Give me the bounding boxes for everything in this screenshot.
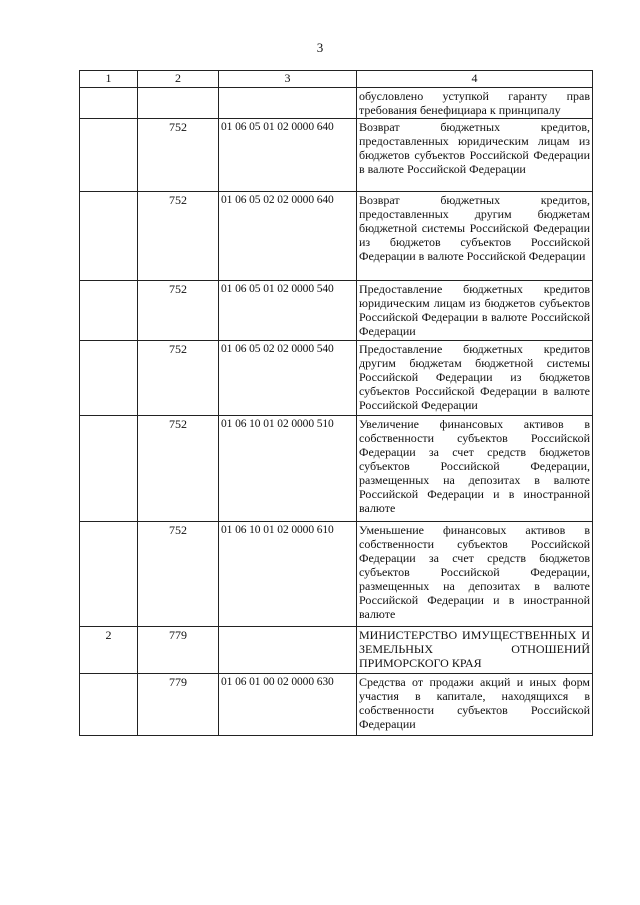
table-header-row: [80, 71, 593, 88]
source-name: Уменьшение финансовых активов в собственности субъектов Российской Федерации за счет средств бюджетов субъектов Российской Федерации, размещенных на депозитах в валюте Российской Федерации и в иностранной валюте: [357, 522, 593, 627]
row-number: [80, 88, 138, 119]
classification-code: 01 06 05 02 02 0000 540: [219, 341, 357, 416]
classification-code: 01 06 05 01 02 0000 540: [219, 281, 357, 341]
administrator-code: 779: [138, 674, 219, 736]
row-number: [80, 674, 138, 736]
row-number: [80, 341, 138, 416]
row-number: [80, 522, 138, 627]
classification-code: 01 06 05 01 02 0000 640: [219, 119, 357, 192]
column-header-3: 3: [219, 71, 357, 88]
table-row: [80, 88, 593, 119]
source-name: Увеличение финансовых активов в собственности субъектов Российской Федерации за счет средств бюджетов субъектов Российской Федерации, размещенных на депозитах в валюте Российской Федерации и в иностранной валюте: [357, 416, 593, 522]
source-name: Возврат бюджетных кредитов, предоставленных юридическим лицам из бюджетов субъектов Российской Федерации в валюте Российской Федерации: [357, 119, 593, 192]
table-row: [80, 416, 593, 522]
administrator-code: 752: [138, 281, 219, 341]
column-header-4: 4: [357, 71, 593, 88]
column-header-1: 1: [80, 71, 138, 88]
row-number: [80, 281, 138, 341]
source-name: Предоставление бюджетных кредитов другим бюджетам бюджетной системы Российской Федерации из бюджетов субъектов Российской Федерации в валюте Российской Федерации: [357, 341, 593, 416]
classification-code: 01 06 10 01 02 0000 510: [219, 416, 357, 522]
budget-classification-table: [79, 70, 593, 736]
classification-code: [219, 88, 357, 119]
administrator-code: 752: [138, 119, 219, 192]
classification-code: 01 06 01 00 02 0000 630: [219, 674, 357, 736]
classification-code: [219, 627, 357, 674]
administrator-code: 752: [138, 192, 219, 281]
table-row: [80, 627, 593, 674]
table-row: [80, 341, 593, 416]
row-number: [80, 192, 138, 281]
ministry-name: МИНИСТЕРСТВО ИМУЩЕСТВЕННЫХ И ЗЕМЕЛЬНЫХ ОТНОШЕНИЙ ПРИМОРСКОГО КРАЯ: [357, 627, 593, 674]
table-row: [80, 674, 593, 736]
administrator-code: 779: [138, 627, 219, 674]
table-row: [80, 522, 593, 627]
administrator-code: 752: [138, 522, 219, 627]
administrator-code: 752: [138, 416, 219, 522]
table-row: [80, 192, 593, 281]
source-name: Средства от продажи акций и иных форм участия в капитале, находящихся в собственности субъектов Российской Федерации: [357, 674, 593, 736]
source-name: обусловлено уступкой гаранту прав требования бенефициара к принципалу: [357, 88, 593, 119]
row-number: [80, 416, 138, 522]
page-number: 3: [316, 40, 324, 55]
administrator-code: [138, 88, 219, 119]
classification-code: 01 06 05 02 02 0000 640: [219, 192, 357, 281]
source-name: Предоставление бюджетных кредитов юридическим лицам из бюджетов субъектов Российской Федерации в валюте Российской Федерации: [357, 281, 593, 341]
row-number: 2: [80, 627, 138, 674]
administrator-code: 752: [138, 341, 219, 416]
column-header-2: 2: [138, 71, 219, 88]
table-row: [80, 119, 593, 192]
source-name: Возврат бюджетных кредитов, предоставленных другим бюджетам бюджетной системы Российской Федерации из бюджетов субъектов Российской Федерации в валюте Российской Федерации: [357, 192, 593, 281]
row-number: [80, 119, 138, 192]
table-row: [80, 281, 593, 341]
classification-code: 01 06 10 01 02 0000 610: [219, 522, 357, 627]
